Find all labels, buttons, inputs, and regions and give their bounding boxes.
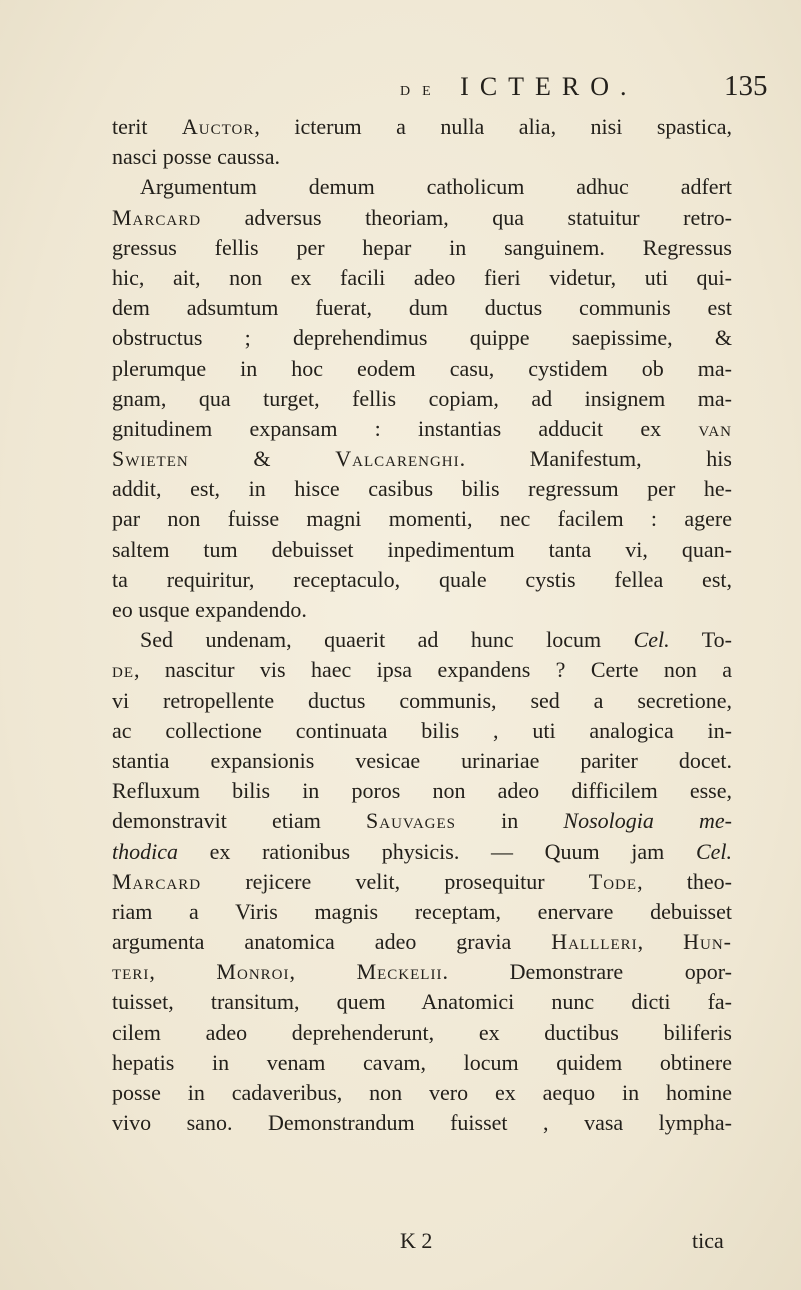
author-name: Hallleri [551, 929, 638, 955]
author-name: de [112, 657, 134, 683]
text-line [112, 595, 732, 625]
text-segment: , [149, 959, 217, 985]
running-head [400, 72, 638, 102]
text-segment: demonstravit etiam [112, 808, 367, 834]
text-segment: hic, ait, non ex facili adeo fieri videtur, uti qui- [112, 264, 732, 290]
text-segment: rejicere velit, prosequitur [201, 868, 589, 894]
text-segment: par non fuisse magni momenti, nec facilem : agere [112, 506, 732, 532]
text-line [112, 806, 732, 836]
italic-text: thodica [112, 838, 178, 864]
running-head-title: ICTERO. [460, 72, 638, 101]
text-line [112, 746, 732, 776]
text-segment: plerumque in hoc eodem casu, cystidem ob ma- [112, 355, 732, 381]
text-segment: stantia expansionis vesicae urinariae pariter docet. [112, 747, 732, 773]
author-name: Auctor [181, 114, 255, 139]
text-segment: vivo sano. Demonstrandum fuisset , vasa lympha- [112, 1110, 732, 1136]
text-line [112, 293, 732, 323]
author-name: teri [112, 959, 150, 985]
text-segment: , [637, 929, 684, 955]
text-line [112, 625, 732, 655]
text-line [112, 203, 732, 233]
author-name: Swieten [112, 446, 189, 472]
italic-text: Cel. [633, 627, 670, 653]
author-name: Meckelii [356, 959, 443, 985]
author-name: Monroi [216, 959, 290, 985]
text-segment: addit, est, in hisce casibus bilis regressum per he- [112, 476, 732, 502]
text-segment: , icterum a nulla alia, nisi spastica, [254, 114, 732, 139]
body-text [112, 112, 732, 1138]
text-line [112, 233, 732, 263]
text-segment: tuisset, transitum, quem Anatomici nunc dicti fa- [112, 989, 732, 1015]
text-line [112, 867, 732, 897]
author-name: Marcard [112, 204, 202, 230]
page-number: 135 [724, 70, 768, 102]
text-line [112, 1018, 732, 1048]
text-line [112, 263, 732, 293]
text-line [112, 354, 732, 384]
text-line [112, 1108, 732, 1138]
text-segment: terit [112, 114, 182, 139]
text-line [112, 987, 732, 1017]
text-segment: , [289, 959, 357, 985]
text-segment: saltem tum debuisset inpedimentum tanta vi, quan- [112, 536, 732, 562]
text-line [112, 776, 732, 806]
text-line [112, 716, 732, 746]
author-name: Sauvages [366, 808, 456, 834]
author-name: Valcarenghi [335, 446, 460, 472]
text-line [112, 142, 732, 172]
text-line [112, 535, 732, 565]
text-line [112, 384, 732, 414]
text-line [112, 1048, 732, 1078]
text-segment: cilem adeo deprehenderunt, ex ductibus biliferis [112, 1019, 732, 1045]
text-line [112, 112, 732, 142]
text-line [112, 1078, 732, 1108]
text-line [112, 414, 732, 444]
text-segment: Argumentum demum catholicum adhuc adfert [140, 174, 732, 200]
author-name: Marcard [112, 868, 202, 894]
text-segment: posse in cadaveribus, non vero ex aequo in homine [112, 1080, 732, 1105]
text-line [112, 957, 732, 987]
text-segment: obstructus ; deprehendimus quippe saepissime, & [112, 325, 732, 351]
text-line [112, 927, 732, 957]
text-line [112, 504, 732, 534]
author-name: Tode [588, 868, 638, 894]
text-line [112, 444, 732, 474]
text-segment: gressus fellis per hepar in sanguinem. Regressus [112, 234, 732, 260]
text-segment: ex rationibus physicis. — Quum jam [178, 838, 696, 864]
text-segment: gnitudinem expansam : instantias adducit ex [112, 415, 699, 441]
text-segment: adversus theoriam, qua statuitur retro- [201, 204, 732, 230]
text-segment: dem adsumtum fuerat, dum ductus communis est [112, 295, 732, 321]
text-line [112, 655, 732, 685]
running-head-prefix: DE [400, 84, 443, 99]
text-segment: . Demonstrare opor- [442, 959, 732, 985]
text-segment: vi retropellente ductus communis, sed a secretione, [112, 687, 732, 713]
text-segment: riam a Viris magnis receptam, enervare debuisset [112, 898, 732, 924]
catchword: tica [692, 1228, 724, 1253]
text-segment: gnam, qua turget, fellis copiam, ad insignem ma- [112, 385, 732, 411]
italic-text: Cel. [695, 838, 732, 864]
text-line [112, 897, 732, 927]
author-name: van [698, 415, 732, 441]
text-segment: To- [669, 627, 732, 653]
italic-text: Nosologia me- [563, 808, 732, 834]
text-segment: Sed undenam, quaerit ad hunc locum [140, 627, 634, 653]
text-line [112, 686, 732, 716]
text-segment: Refluxum bilis in poros non adeo difficilem esse, [112, 778, 732, 804]
signature-mark: K 2 [400, 1228, 433, 1253]
text-segment: in [456, 808, 564, 834]
text-line [112, 323, 732, 353]
text-line [112, 172, 732, 202]
text-segment: argumenta anatomica adeo gravia [112, 929, 552, 955]
text-segment: ta requiritur, receptaculo, quale cystis fellea est, [112, 566, 732, 592]
text-line [112, 565, 732, 595]
text-line [112, 837, 732, 867]
text-segment: , theo- [637, 868, 733, 894]
text-segment: eo usque expandendo. [112, 597, 307, 622]
text-segment: . Manifestum, his [459, 446, 732, 472]
text-segment: , nascitur vis haec ipsa expandens ? Certe non a [134, 657, 732, 683]
text-segment: & [188, 446, 336, 472]
text-segment: hepatis in venam cavam, locum quidem obtinere [112, 1049, 732, 1075]
text-segment: ac collectione continuata bilis , uti analogica in- [112, 717, 732, 743]
author-name: Hun- [683, 929, 733, 955]
text-segment: nasci posse caussa. [112, 144, 281, 170]
text-line [112, 474, 732, 504]
